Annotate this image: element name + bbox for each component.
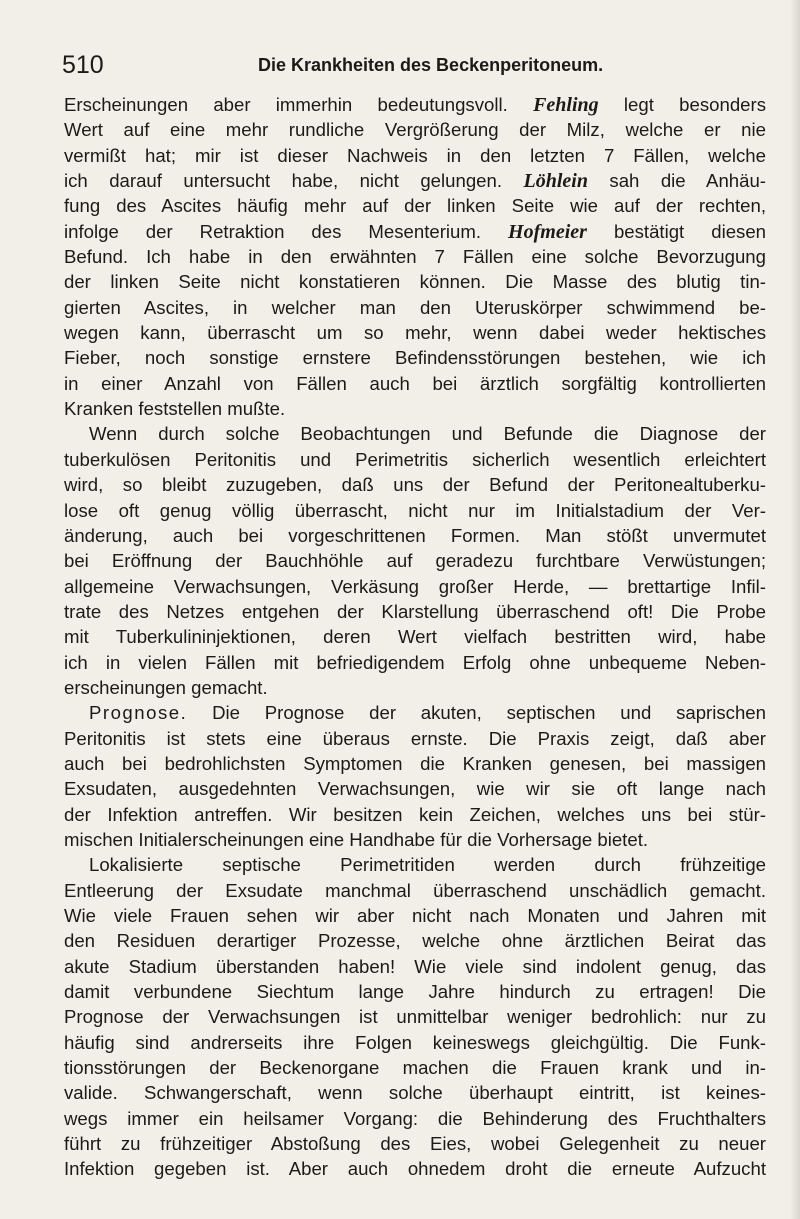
text-line: Kranken feststellen mußte. bbox=[64, 398, 286, 420]
text-line: Prognose der Verwachsungen ist unmittelbar weniger bedrohlich: nur zu bbox=[64, 1006, 766, 1028]
text-line: tuberkulösen Peritonitis und Perimetritis sicherlich wesentlich erleichtert bbox=[64, 448, 766, 470]
page-header bbox=[62, 50, 762, 80]
text-line: valide. Schwangerschaft, wenn solche überhaupt eintritt, ist keines- bbox=[64, 1082, 766, 1104]
text-line: führt zu frühzeitiger Abstoßung des Eies, wobei Gelegenheit zu neuer bbox=[64, 1133, 766, 1155]
text-line: Wert auf eine mehr rundliche Vergrößerung der Milz, welche er nie bbox=[64, 119, 766, 141]
text-line: der linken Seite nicht konstatieren können. Die Masse des blutig tin- bbox=[64, 271, 766, 293]
text-line: Erscheinungen aber immerhin bedeutungsvoll. Fehling legt besonders bbox=[64, 94, 766, 116]
body-text bbox=[64, 92, 766, 1182]
text-line: erscheinungen gemacht. bbox=[64, 676, 268, 698]
text-line: damit verbundene Siechtum lange Jahre hindurch zu ertragen! Die bbox=[64, 981, 766, 1003]
text-line: Fieber, noch sonstige ernstere Befindensstörungen bestehen, wie ich bbox=[64, 347, 766, 369]
text-line: allgemeine Verwachsungen, Verkäsung großer Herde, — brettartige Infil- bbox=[64, 575, 766, 597]
page-number: 510 bbox=[62, 51, 104, 79]
text-line: Prognose. Die Prognose der akuten, septischen und saprischen bbox=[89, 702, 766, 724]
text-line: ich in vielen Fällen mit befriedigendem Erfolg ohne unbequeme Neben- bbox=[64, 651, 766, 673]
text-line: den Residuen derartiger Prozesse, welche ohne ärztlichen Beirat das bbox=[64, 930, 766, 952]
text-line: akute Stadium überstanden haben! Wie viele sind indolent genug, das bbox=[64, 955, 766, 977]
text-line: der Infektion antreffen. Wir besitzen kein Zeichen, welches uns bei stür- bbox=[64, 803, 766, 825]
text-line: änderung, auch bei vorgeschrittenen Formen. Man stößt unvermutet bbox=[64, 524, 766, 546]
text-line: Peritonitis ist stets eine überaus ernste. Die Praxis zeigt, daß aber bbox=[64, 727, 766, 749]
section-heading: Prognose. bbox=[89, 702, 188, 724]
text-line: Infektion gegeben ist. Aber auch ohnedem droht die erneute Aufzucht bbox=[64, 1158, 766, 1180]
text-line: fung des Ascites häufig mehr auf der linken Seite wie auf der rechten, bbox=[64, 195, 766, 217]
text-line: gierten Ascites, in welcher man den Uteruskörper schwimmend be- bbox=[64, 296, 766, 318]
text-line: lose oft genug völlig überrascht, nicht nur im Initialstadium der Ver- bbox=[64, 499, 766, 521]
text-line: Exsudaten, ausgedehnten Verwachsungen, wie wir sie oft lange nach bbox=[64, 778, 766, 800]
text-line: wegs immer ein heilsamer Vorgang: die Behinderung des Fruchthalters bbox=[64, 1107, 766, 1129]
running-title: Die Krankheiten des Beckenperitoneum. bbox=[258, 55, 604, 75]
author-name: Fehling bbox=[533, 94, 599, 116]
text-line: häufig sind andrerseits ihre Folgen keineswegs gleichgültig. Die Funk- bbox=[64, 1031, 766, 1053]
text-line: mit Tuberkulininjektionen, deren Wert vielfach bestritten wird, habe bbox=[64, 626, 766, 648]
text-line: Entleerung der Exsudate manchmal überraschend unschädlich gemacht. bbox=[64, 879, 766, 901]
text-line: ich darauf untersucht habe, nicht gelungen. Löhlein sah die Anhäu- bbox=[64, 170, 767, 193]
text-line: in einer Anzahl von Fällen auch bei ärztlich sorgfältig kontrollierten bbox=[64, 372, 766, 394]
text-line: wegen kann, überrascht um so mehr, wenn dabei weder hektisches bbox=[64, 322, 766, 344]
text-line: mischen Initialerscheinungen eine Handhabe für die Vorhersage bietet. bbox=[64, 828, 649, 850]
text-line: Wie viele Frauen sehen wir aber nicht nach Monaten und Jahren mit bbox=[64, 905, 766, 926]
text-line: vermißt hat; mir ist dieser Nachweis in den letzten 7 Fällen, welche bbox=[64, 144, 766, 166]
text-line: wird, so bleibt zuzugeben, daß uns der Befund der Peritonealtuberku- bbox=[64, 474, 766, 496]
author-name: Hofmeier bbox=[508, 220, 587, 243]
text-line: Wenn durch solche Beobachtungen und Befunde die Diagnose der bbox=[89, 423, 766, 445]
text-line: trate des Netzes entgehen der Klarstellung überraschend oft! Die Probe bbox=[64, 600, 766, 622]
author-name: Löhlein bbox=[523, 170, 588, 193]
text-line: Befund. Ich habe in den erwähnten 7 Fällen eine solche Bevorzugung bbox=[64, 246, 766, 268]
text-line: infolge der Retraktion des Mesenterium. Hofmeier bestätigt diesen bbox=[64, 220, 767, 243]
text-line: bei Eröffnung der Bauchhöhle auf geradezu furchtbare Verwüstungen; bbox=[64, 550, 766, 572]
text-line: tionsstörungen der Beckenorgane machen die Frauen krank und in- bbox=[64, 1057, 766, 1079]
text-line: auch bei bedrohlichsten Symptomen die Kranken genesen, bei massigen bbox=[64, 752, 766, 774]
page-edge-shadow bbox=[790, 0, 800, 1219]
text-line: Lokalisierte septische Perimetritiden werden durch frühzeitige bbox=[89, 854, 766, 876]
